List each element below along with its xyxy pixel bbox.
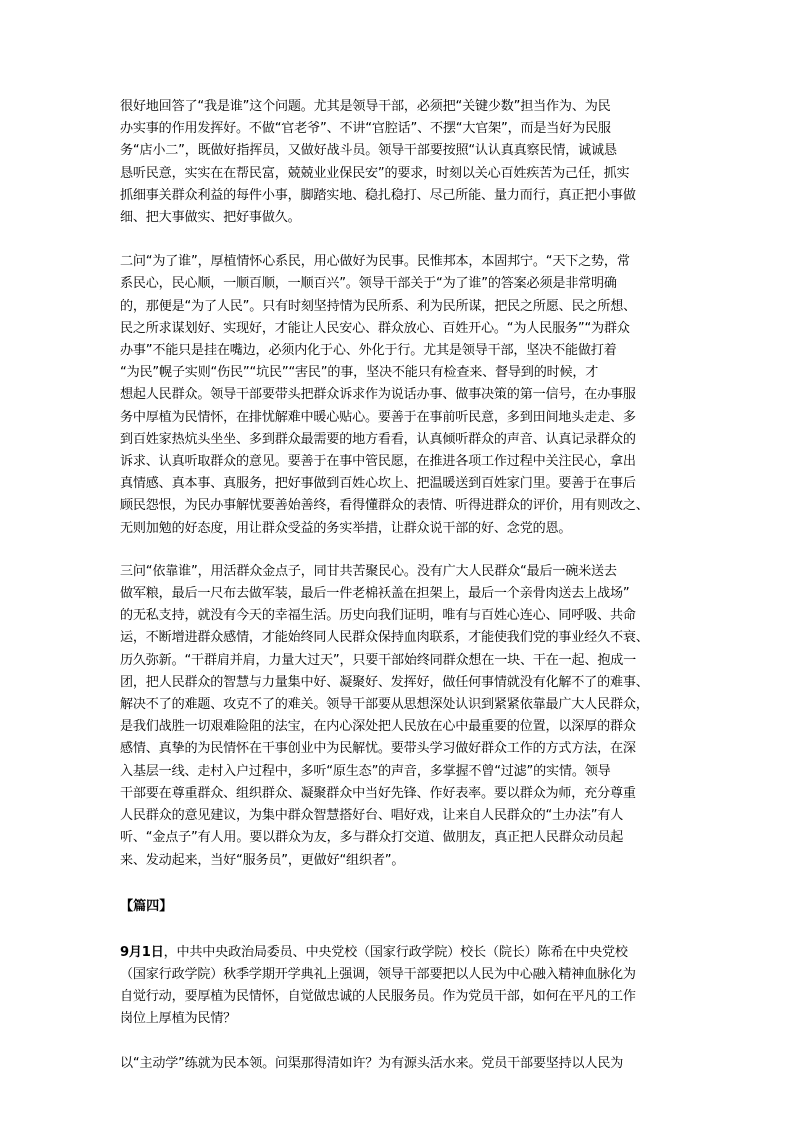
paragraph-role-answer: 很好地回答了“我是谁”这个问题。尤其是领导干部，必须把“关键少数”担当作为、为民 办实事的作用发挥好。不做“官老爷”、不讲“官腔话”、不摆“大官架”，而是当好为民服 务“店小二”，既做好指挥员，又做好战斗员。领导干部要按照“认认真真察民情，诚诚恳 恳听民意，实实在在帮民富，兢兢业业保民安”的要求，时刻以关心百姓疾苦为己任，抓实 抓细事关群众利益的每件小事，脚踏实地、稳扎稳打、尽己所能、量力而行，真正把小事做 细、把大事做实、把好事做久。 <box>120 99 636 226</box>
paragraph-news-intro <box>120 942 676 1031</box>
section-heading-part-four: 【篇四】 <box>120 898 173 914</box>
news-date: 9月1日 <box>120 944 164 960</box>
paragraph-for-whom: 二问“为了谁”，厚植情怀心系民，用心做好为民事。民惟邦本，本固邦宁。“天下之势，常 系民心，民心顺，一顺百顺，一顺百兴”。领导干部关于“为了谁”的答案必须是非常明确 的，那便是“为了人民”。只有时刻坚持情为民所系、利为民所谋，把民之所愿、民之所想、 民之所求谋划好、实现好，才能让人民安心、群众放心、百姓开心。“为人民服务”“为群众 办事”不能只是挂在嘴边，必须内化于心、外化于行。尤其是领导干部，坚决不能做打着 “为民”幌子实则“伤民”“坑民”“害民”的事，坚决不能只有检查来、督导到的时候，才 想起人民群众。领导干部要带头把群众诉求作为说话办事、做事决策的第一信号，在办事服 务中厚植为民情怀，在排忧解难中暖心贴心。要善于在事前听民意，多到田间地头走走、多 到百姓家热炕头坐坐、多到群众最需要的地方看看，认真倾听群众的声音、认真记录群众的 诉求、认真听取群众的意见。要善于在事中管民愿，在推进各项工作过程中关注民心，拿出 真情感、真本事、真服务，把好事做到百姓心坎上、把温暖送到百姓家门里。要善于在事后 顾民怨恨，为民办事解忧要善始善终，看得懂群众的表情、听得进群众的评价，用有则改之、 无则加勉的好态度，用让群众受益的务实举措，让群众说干部的好、念党的恩。 <box>120 254 649 536</box>
paragraph-rely-on-whom: 三问“依靠谁”，用活群众金点子，同甘共苦聚民心。没有广大人民群众“最后一碗米送去 做军粮，最后一尺布去做军装，最后一件老棉袄盖在担架上，最后一个亲骨肉送去上战场” 的无私支持，就没有今天的幸福生活。历史向我们证明，唯有与百姓心连心、同呼吸、共命 运，不断增进群众感情，才能始终同人民群众保持血肉联系，才能使我们党的事业经久不衰、 历久弥新。“干群肩并肩，力量大过天”，只要干部始终同群众想在一块、干在一起、抱成一 团，把人民群众的智慧与力量集中好、凝聚好、发挥好，做任何事情就没有化解不了的难事、 解决不了的难题、攻克不了的难关。领导干部要从思想深处认识到紧紧依靠最广大人民群众， 是我们战胜一切艰难险阻的法宝，在内心深处把人民放在心中最重要的位置，以深厚的群众 感情、真挚的为民情怀在干事创业中为民解忧。要带头学习做好群众工作的方式方法，在深 入基层一线、走村入户过程中，多听“原生态”的声音，多掌握不曾“过滤”的实情。领导 干部要在尊重群众、组织群众、凝聚群众中当好先锋、作好表率。要以群众为师，充分尊重 人民群众的意见建议，为集中群众智慧搭好台、唱好戏，让来自人民群众的“土办法”有人 听、“金点子”有人用。要以群众为友，多与群众打交道、做朋友，真正把人民群众动员起 来、发动起来，当好“服务员”，更做好“组织者”。 <box>120 563 649 868</box>
paragraph-active-learning: 以“主动学”练就为民本领。问渠那得清如许？为有源头活水来。党员干部要坚持以人民为 <box>120 1055 624 1071</box>
document-page <box>120 96 676 1075</box>
news-intro-text: ，中共中央政治局委员、中央党校（国家行政学院）校长（院长）陈希在中央党校 （国家行政学院）秋季学期开学典礼上强调，领导干部要把以人民为中心融入精神血脉化为 自觉行动，要厚植为民情怀，自觉做忠诚的人民服务员。作为党员干部，如何在平凡的工作 岗位上厚植为民情？ <box>120 944 636 1027</box>
